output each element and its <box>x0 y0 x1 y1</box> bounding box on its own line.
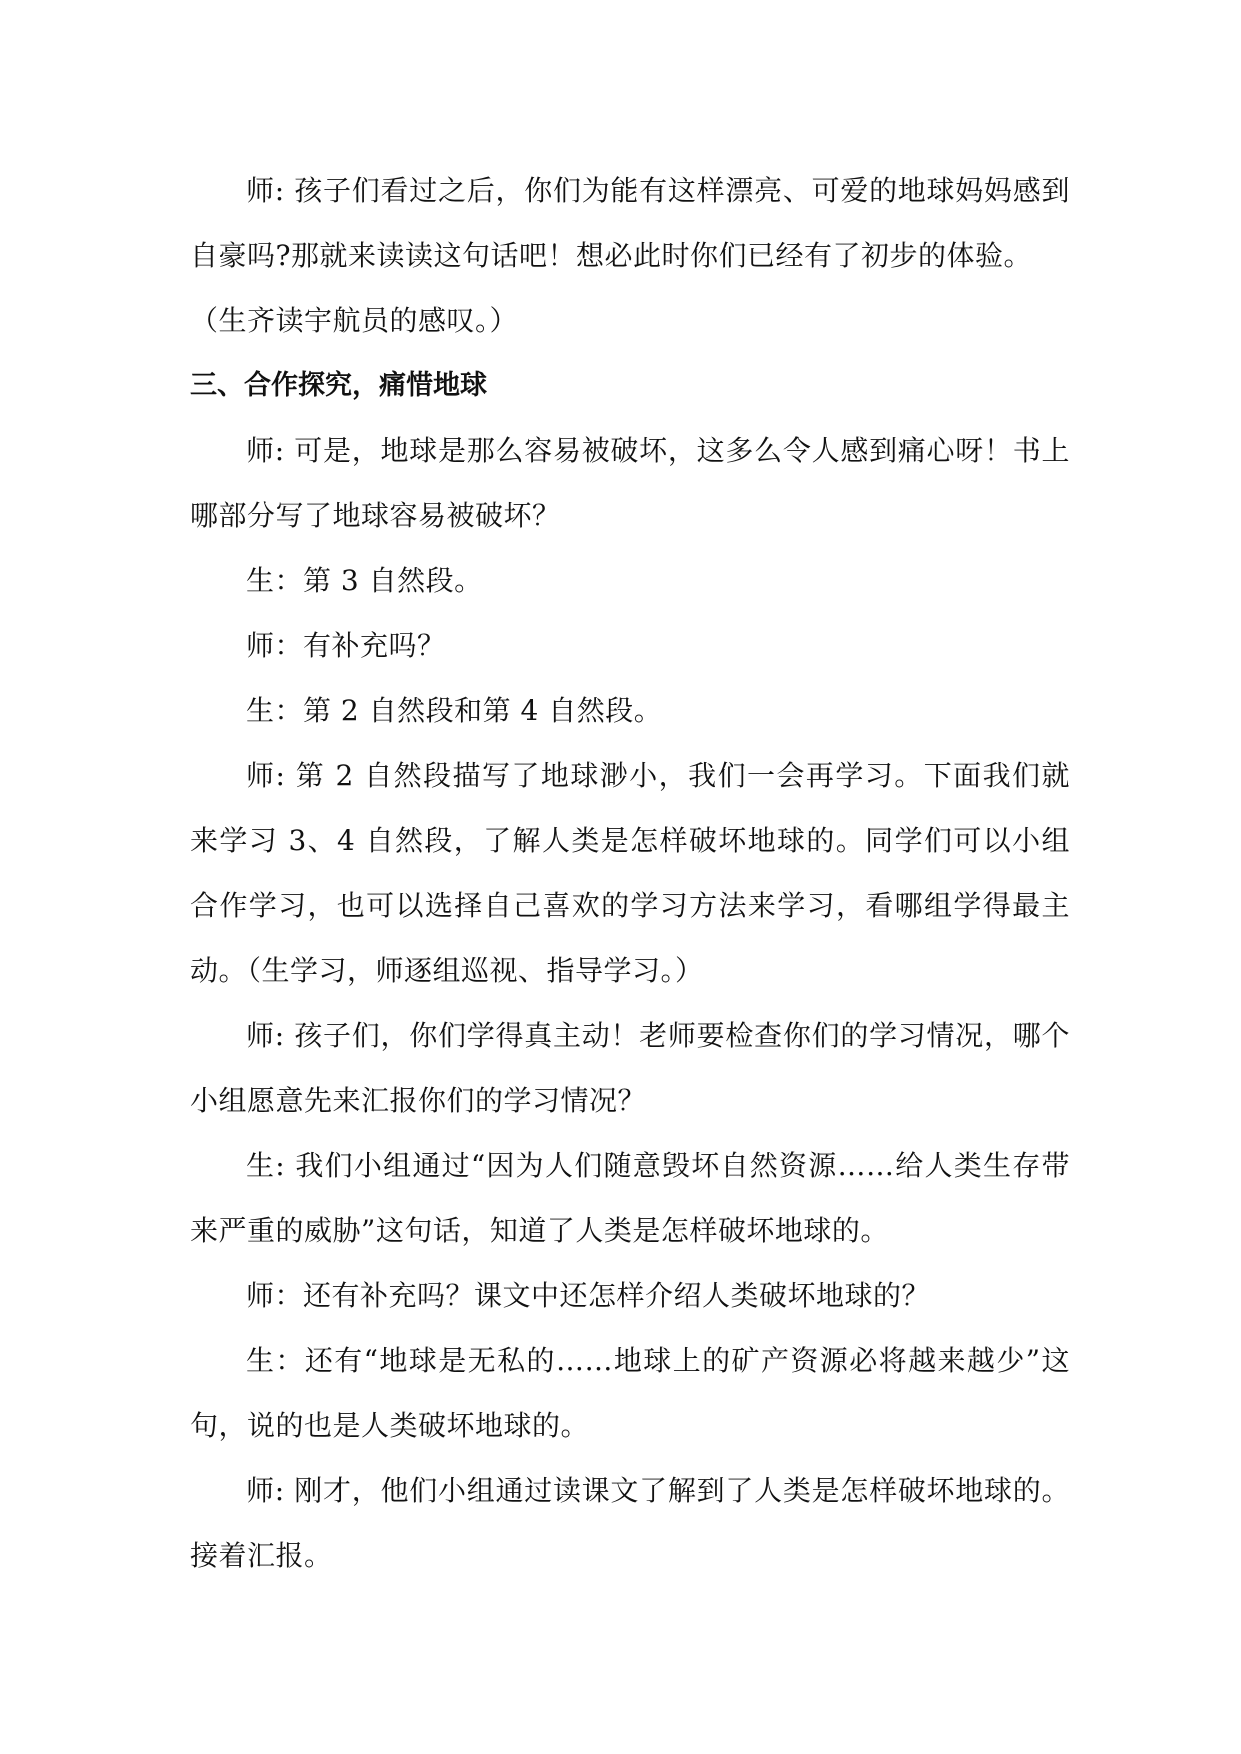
paragraph-student-answer-2: 生：第 2 自然段和第 4 自然段。 <box>246 694 663 727</box>
paragraph-student-report-1: 生: 我们小组通过“因为人们随意毁坏自然资源……给人类生存带来严重的威胁”这句话，知道了人类是怎样破坏地球的。 <box>190 1149 1070 1247</box>
paragraph-student-report-2: 生：还有“地球是无私的……地球上的矿产资源必将越来越少”这句，说的也是人类破坏地球的。 <box>190 1344 1070 1442</box>
paragraph-teacher-followup: 师：还有补充吗？课文中还怎样介绍人类破坏地球的？ <box>246 1279 931 1312</box>
paragraph-teacher-question: 师: 可是，地球是那么容易被破坏，这多么令人感到痛心呀！书上哪部分写了地球容易被破坏？ <box>190 434 1070 532</box>
section-heading-3: 三、合作探究，痛惜地球 <box>190 370 487 401</box>
paragraph-students-read: （生齐读宇航员的感叹。） <box>190 304 519 337</box>
document-body <box>190 158 1070 1588</box>
paragraph-teacher-check: 师: 孩子们，你们学得真主动！老师要检查你们的学习情况，哪个小组愿意先来汇报你们的学习情况？ <box>190 1019 1070 1117</box>
paragraph-teacher-continue: 师: 刚才，他们小组通过读课文了解到了人类是怎样破坏地球的。接着汇报。 <box>190 1474 1070 1572</box>
paragraph-teacher-supplement: 师：有补充吗？ <box>246 629 446 662</box>
paragraph-teacher-proud: 师: 孩子们看过之后，你们为能有这样漂亮、可爱的地球妈妈感到自豪吗?那就来读读这句话吧！想必此时你们已经有了初步的体验。 <box>190 174 1070 272</box>
paragraph-student-answer-1: 生：第 3 自然段。 <box>246 564 483 597</box>
paragraph-teacher-instruction: 师: 第 2 自然段描写了地球渺小，我们一会再学习。下面我们就来学习 3、4 自然段，了解人类是怎样破坏地球的。同学们可以小组合作学习，也可以选择自己喜欢的学习方法来学习，看哪组学得最主动。（生学习，师逐组巡视、指导学习。） <box>190 759 1070 987</box>
